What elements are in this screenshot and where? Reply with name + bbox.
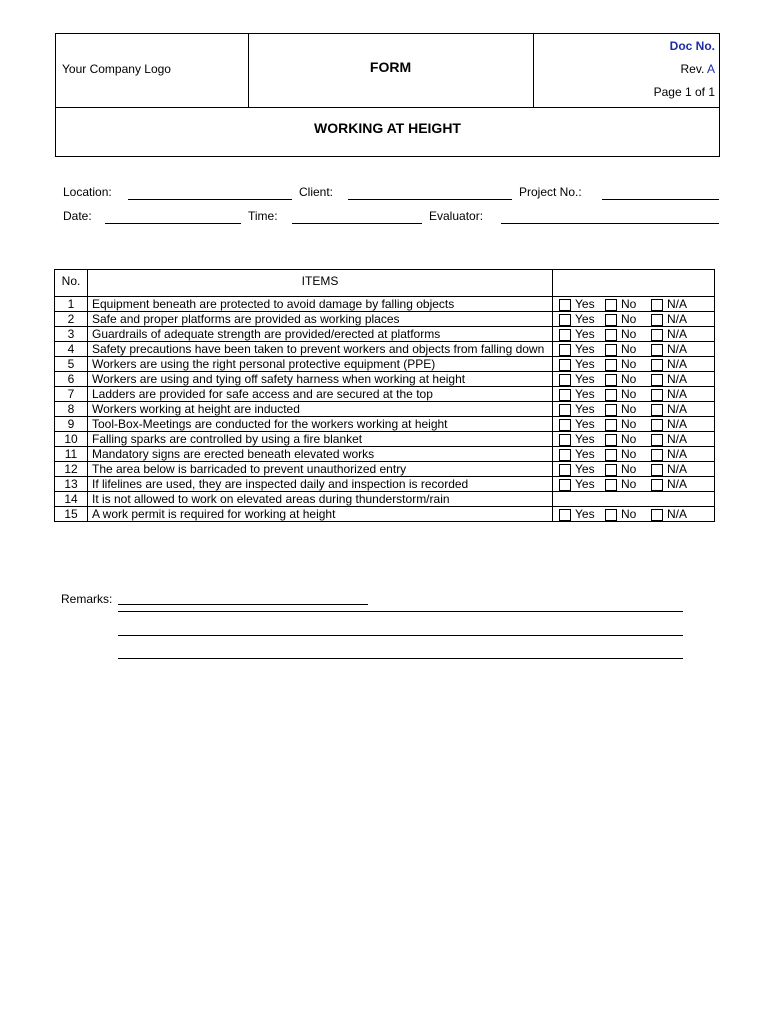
option-no[interactable] <box>605 357 649 371</box>
option-yes[interactable] <box>559 297 603 311</box>
option-na[interactable] <box>651 507 691 521</box>
checkbox-yes[interactable] <box>559 509 571 521</box>
option-yes[interactable] <box>559 447 603 461</box>
row-item-text: A work permit is required for working at height <box>88 507 553 522</box>
checkbox-yes[interactable] <box>559 359 571 371</box>
row-options <box>553 342 715 357</box>
row-item-text: Equipment beneath are protected to avoid damage by falling objects <box>88 297 553 312</box>
remarks-line-4[interactable] <box>118 658 683 659</box>
option-yes[interactable] <box>559 357 603 371</box>
option-group <box>559 297 710 311</box>
option-group <box>559 372 710 386</box>
checkbox-no[interactable] <box>605 479 617 491</box>
row-item-text: If lifelines are used, they are inspected daily and inspection is recorded <box>88 477 553 492</box>
option-no[interactable] <box>605 447 649 461</box>
project-no-label: Project No.: <box>519 185 582 199</box>
checkbox-no[interactable] <box>605 449 617 461</box>
checkbox-na[interactable] <box>651 359 663 371</box>
option-no[interactable] <box>605 402 649 416</box>
option-yes[interactable] <box>559 417 603 431</box>
form-header <box>55 33 720 157</box>
form-label-cell <box>248 34 534 107</box>
option-label: Yes <box>575 417 595 431</box>
option-no[interactable] <box>605 342 649 356</box>
option-label: No <box>621 312 637 326</box>
row-options <box>553 297 715 312</box>
option-label: Yes <box>575 432 595 446</box>
col-header-options <box>553 270 715 297</box>
option-label: N/A <box>667 297 688 311</box>
option-na[interactable] <box>651 357 691 371</box>
option-na[interactable] <box>651 312 691 326</box>
page-number: Page 1 of 1 <box>653 85 715 99</box>
header-top-row <box>56 34 719 108</box>
option-na[interactable] <box>651 462 691 476</box>
option-label: No <box>621 462 637 476</box>
option-label: N/A <box>667 342 688 356</box>
row-options <box>553 357 715 372</box>
option-label: No <box>621 372 637 386</box>
checkbox-yes[interactable] <box>559 479 571 491</box>
option-yes[interactable] <box>559 477 603 491</box>
row-number: 1 <box>55 297 88 312</box>
option-label: N/A <box>667 417 688 431</box>
option-yes[interactable] <box>559 327 603 341</box>
row-item-text: Safe and proper platforms are provided as working places <box>88 312 553 327</box>
checkbox-na[interactable] <box>651 314 663 326</box>
table-row <box>55 417 715 432</box>
option-na[interactable] <box>651 402 691 416</box>
option-label: Yes <box>575 342 595 356</box>
table-row <box>55 372 715 387</box>
option-yes[interactable] <box>559 507 603 521</box>
row-number: 4 <box>55 342 88 357</box>
option-group <box>559 462 710 476</box>
table-row <box>55 312 715 327</box>
checkbox-na[interactable] <box>651 299 663 311</box>
row-options <box>553 447 715 462</box>
row-number: 9 <box>55 417 88 432</box>
form-title: WORKING AT HEIGHT <box>314 120 461 136</box>
row-item-text: Workers are using the right personal protective equipment (PPE) <box>88 357 553 372</box>
company-logo-placeholder: Your Company Logo <box>62 62 171 76</box>
row-number: 8 <box>55 402 88 417</box>
option-label: N/A <box>667 372 688 386</box>
row-options <box>553 402 715 417</box>
revision-label: Rev. <box>680 62 705 76</box>
project-no-field[interactable] <box>602 199 719 200</box>
row-item-text: Safety precautions have been taken to prevent workers and objects from falling down <box>88 342 553 357</box>
row-item-text: Guardrails of adequate strength are provided/erected at platforms <box>88 327 553 342</box>
checkbox-no[interactable] <box>605 464 617 476</box>
doc-info-cell <box>533 34 719 107</box>
table-row <box>55 492 715 507</box>
checkbox-yes[interactable] <box>559 434 571 446</box>
row-number: 2 <box>55 312 88 327</box>
checkbox-yes[interactable] <box>559 449 571 461</box>
checkbox-na[interactable] <box>651 374 663 386</box>
table-row <box>55 402 715 417</box>
remarks-line-3[interactable] <box>118 635 683 636</box>
option-group <box>559 447 710 461</box>
option-na[interactable] <box>651 327 691 341</box>
checkbox-no[interactable] <box>605 434 617 446</box>
option-no[interactable] <box>605 372 649 386</box>
option-label: No <box>621 417 637 431</box>
option-group <box>559 402 710 416</box>
row-options <box>553 507 715 522</box>
option-label: N/A <box>667 462 688 476</box>
table-row <box>55 507 715 522</box>
option-label: Yes <box>575 507 595 521</box>
remarks-line-2[interactable] <box>118 611 683 612</box>
option-yes[interactable] <box>559 432 603 446</box>
option-label: No <box>621 357 637 371</box>
evaluator-label: Evaluator: <box>429 209 484 223</box>
checkbox-yes[interactable] <box>559 464 571 476</box>
option-no[interactable] <box>605 477 649 491</box>
row-number: 13 <box>55 477 88 492</box>
table-row <box>55 297 715 312</box>
option-yes[interactable] <box>559 342 603 356</box>
option-label: N/A <box>667 447 688 461</box>
row-number: 10 <box>55 432 88 447</box>
option-na[interactable] <box>651 447 691 461</box>
row-item-text: The area below is barricaded to prevent unauthorized entry <box>88 462 553 477</box>
row-options <box>553 477 715 492</box>
checkbox-no[interactable] <box>605 359 617 371</box>
form-label: FORM <box>369 59 412 75</box>
table-row <box>55 342 715 357</box>
option-na[interactable] <box>651 297 691 311</box>
table-row <box>55 387 715 402</box>
option-label: N/A <box>667 402 688 416</box>
option-label: N/A <box>667 477 688 491</box>
row-options <box>553 417 715 432</box>
time-label: Time: <box>248 209 278 223</box>
option-group <box>559 477 710 491</box>
option-yes[interactable] <box>559 402 603 416</box>
option-group <box>559 342 710 356</box>
checkbox-no[interactable] <box>605 374 617 386</box>
option-label: N/A <box>667 387 688 401</box>
row-options <box>553 312 715 327</box>
row-item-text: Ladders are provided for safe access and are secured at the top <box>88 387 553 402</box>
option-label: No <box>621 477 637 491</box>
row-options <box>553 432 715 447</box>
option-yes[interactable] <box>559 372 603 386</box>
table-row <box>55 432 715 447</box>
option-label: Yes <box>575 402 595 416</box>
checkbox-yes[interactable] <box>559 314 571 326</box>
row-options <box>553 462 715 477</box>
checkbox-yes[interactable] <box>559 374 571 386</box>
option-label: Yes <box>575 327 595 341</box>
option-label: Yes <box>575 477 595 491</box>
row-number: 5 <box>55 357 88 372</box>
option-no[interactable] <box>605 327 649 341</box>
option-label: No <box>621 297 637 311</box>
checkbox-no[interactable] <box>605 344 617 356</box>
option-group <box>559 327 710 341</box>
row-number: 12 <box>55 462 88 477</box>
evaluator-field[interactable] <box>501 223 719 224</box>
checkbox-yes[interactable] <box>559 344 571 356</box>
option-label: Yes <box>575 387 595 401</box>
row-item-text: Workers working at height are inducted <box>88 402 553 417</box>
row-number: 6 <box>55 372 88 387</box>
checkbox-yes[interactable] <box>559 329 571 341</box>
row-number: 15 <box>55 507 88 522</box>
checkbox-yes[interactable] <box>559 389 571 401</box>
option-na[interactable] <box>651 432 691 446</box>
checkbox-yes[interactable] <box>559 404 571 416</box>
date-field[interactable] <box>105 223 241 224</box>
option-label: No <box>621 342 637 356</box>
col-header-no: No. <box>55 270 88 297</box>
option-label: Yes <box>575 297 595 311</box>
checkbox-na[interactable] <box>651 329 663 341</box>
row-options <box>553 372 715 387</box>
table-row <box>55 327 715 342</box>
checkbox-na[interactable] <box>651 404 663 416</box>
option-yes[interactable] <box>559 387 603 401</box>
option-na[interactable] <box>651 387 691 401</box>
location-field[interactable] <box>128 199 292 200</box>
checkbox-yes[interactable] <box>559 419 571 431</box>
option-yes[interactable] <box>559 312 603 326</box>
remarks-line-1[interactable] <box>118 604 368 605</box>
checkbox-na[interactable] <box>651 479 663 491</box>
table-row <box>55 462 715 477</box>
option-label: No <box>621 432 637 446</box>
option-group <box>559 507 710 521</box>
date-label: Date: <box>63 209 92 223</box>
table-row <box>55 447 715 462</box>
option-label: N/A <box>667 432 688 446</box>
row-number: 14 <box>55 492 88 507</box>
option-no[interactable] <box>605 312 649 326</box>
row-item-text: Falling sparks are controlled by using a fire blanket <box>88 432 553 447</box>
checkbox-na[interactable] <box>651 464 663 476</box>
option-group <box>559 387 710 401</box>
option-label: N/A <box>667 507 688 521</box>
option-group <box>559 357 710 371</box>
checkbox-na[interactable] <box>651 344 663 356</box>
option-label: Yes <box>575 312 595 326</box>
option-no[interactable] <box>605 462 649 476</box>
option-group <box>559 312 710 326</box>
checkbox-no[interactable] <box>605 389 617 401</box>
checkbox-no[interactable] <box>605 329 617 341</box>
option-label: No <box>621 387 637 401</box>
checkbox-no[interactable] <box>605 419 617 431</box>
doc-number: Doc No. <box>669 39 715 53</box>
option-label: No <box>621 507 637 521</box>
checkbox-na[interactable] <box>651 419 663 431</box>
option-na[interactable] <box>651 342 691 356</box>
row-number: 7 <box>55 387 88 402</box>
table-row <box>55 477 715 492</box>
remarks-label: Remarks: <box>61 592 113 606</box>
checkbox-no[interactable] <box>605 404 617 416</box>
client-label: Client: <box>299 185 334 199</box>
option-label: N/A <box>667 327 688 341</box>
option-label: Yes <box>575 447 595 461</box>
checkbox-no[interactable] <box>605 299 617 311</box>
option-label: Yes <box>575 462 595 476</box>
row-number: 3 <box>55 327 88 342</box>
checkbox-na[interactable] <box>651 434 663 446</box>
option-no[interactable] <box>605 417 649 431</box>
option-na[interactable] <box>651 372 691 386</box>
time-field[interactable] <box>292 223 422 224</box>
option-no[interactable] <box>605 432 649 446</box>
option-label: N/A <box>667 357 688 371</box>
checkbox-no[interactable] <box>605 509 617 521</box>
row-options <box>553 327 715 342</box>
checkbox-yes[interactable] <box>559 299 571 311</box>
checkbox-na[interactable] <box>651 389 663 401</box>
row-options <box>553 387 715 402</box>
option-no[interactable] <box>605 297 649 311</box>
option-group <box>559 432 710 446</box>
checkbox-na[interactable] <box>651 449 663 461</box>
row-item-text: Workers are using and tying off safety harness when working at height <box>88 372 553 387</box>
option-na[interactable] <box>651 417 691 431</box>
option-na[interactable] <box>651 477 691 491</box>
checklist-table <box>54 269 715 522</box>
option-group <box>559 417 710 431</box>
row-item-text: Mandatory signs are erected beneath elevated works <box>88 447 553 462</box>
option-no[interactable] <box>605 507 649 521</box>
revision-value: A <box>706 62 715 76</box>
option-no[interactable] <box>605 387 649 401</box>
revision <box>681 62 715 76</box>
row-item-text: Tool-Box-Meetings are conducted for the workers working at height <box>88 417 553 432</box>
checkbox-na[interactable] <box>651 509 663 521</box>
logo-cell <box>56 34 249 107</box>
option-label: Yes <box>575 357 595 371</box>
option-label: No <box>621 327 637 341</box>
location-label: Location: <box>63 185 112 199</box>
row-item-text: It is not allowed to work on elevated areas during thunderstorm/rain <box>88 492 553 507</box>
table-row <box>55 357 715 372</box>
row-options <box>553 492 715 507</box>
option-label: Yes <box>575 372 595 386</box>
option-label: No <box>621 402 637 416</box>
row-number: 11 <box>55 447 88 462</box>
option-label: No <box>621 447 637 461</box>
col-header-items: ITEMS <box>88 270 553 297</box>
checkbox-no[interactable] <box>605 314 617 326</box>
option-label: N/A <box>667 312 688 326</box>
table-header-row <box>55 270 715 297</box>
client-field[interactable] <box>348 199 512 200</box>
option-yes[interactable] <box>559 462 603 476</box>
